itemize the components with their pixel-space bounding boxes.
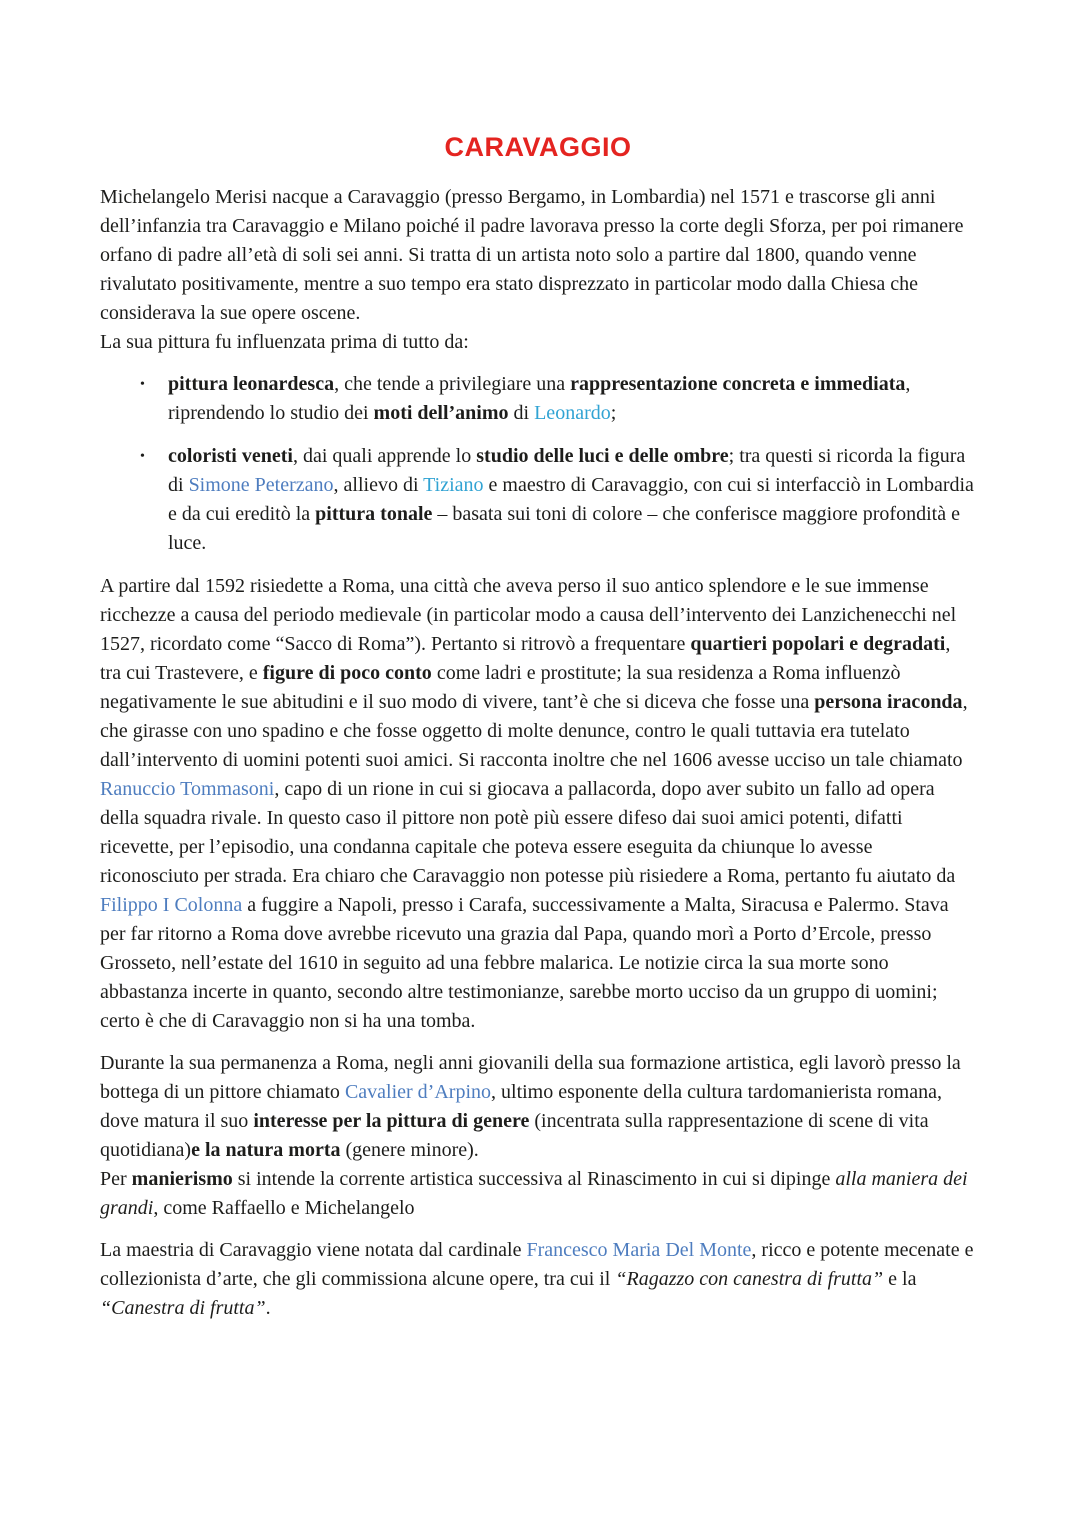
bullet-item-coloristi-veneti xyxy=(140,442,976,558)
text-run: alla maniera dei grandi xyxy=(100,1168,968,1219)
text-run: , che tende a privilegiare una xyxy=(334,373,571,395)
text-run: La maestria di Caravaggio viene notata dal cardinale xyxy=(100,1239,527,1261)
link-text[interactable]: Ranuccio Tommasoni xyxy=(100,778,275,800)
text-run: di xyxy=(508,402,535,424)
link-text[interactable]: Filippo I Colonna xyxy=(100,894,243,916)
text-run: e la natura morta xyxy=(191,1139,341,1161)
link-text[interactable]: Tiziano xyxy=(423,474,484,496)
link-text[interactable]: Francesco Maria Del Monte xyxy=(526,1239,752,1261)
text-run: , ricco e potente mecenate e collezionista d’arte, che gli commissiona alcune opere, tra cui il xyxy=(100,1239,974,1290)
bullet-text-pittura-leonardesca xyxy=(168,370,976,428)
text-run: pittura tonale xyxy=(315,503,433,525)
text-run: ; tra questi si ricorda la figura di xyxy=(168,445,966,496)
text-run: “Ragazzo con canestra di frutta” xyxy=(615,1268,884,1290)
link-text[interactable]: Simone Peterzano xyxy=(188,474,334,496)
text-run: rappresentazione concreta e immediata xyxy=(570,373,906,395)
text-run: coloristi veneti xyxy=(168,445,293,467)
paragraph-roma-biografia xyxy=(100,572,976,1036)
text-run: a fuggire a Napoli, presso i Carafa, successivamente a Malta, Siracusa e Palermo. Stava per far ritorno a Roma dove avrebbe ricevuto una grazia dal Papa, quando morì a Porto d’Ercole, presso Grosseto, nell’estate del 1610 in seguito ad una febbre malarica. Le notizie circa la sua morte sono abbastanza incerte in quanto, secondo altre testimonianze, sarebbe morto ucciso da un gruppo di uomini; certo è che di Caravaggio non si ha una tomba. xyxy=(100,894,949,1032)
text-run: ; xyxy=(610,402,617,424)
text-run: figure di poco conto xyxy=(262,662,432,684)
text-run: , riprendendo lo studio dei xyxy=(168,373,911,424)
paragraph-formazione-artistica xyxy=(100,1049,976,1223)
bullet-item-pittura-leonardesca xyxy=(140,370,976,428)
text-run: A partire dal 1592 risiedette a Roma, una città che aveva perso il suo antico splendore e le sue immense ricchezze a causa del periodo medievale (in particolar modo a causa dell’intervento dei Lanzichenecchi nel 1527, ricordato come “Sacco di Roma”). Pertanto si ritrovò a frequentare xyxy=(100,575,957,655)
text-run: quartieri popolari e degradati xyxy=(690,633,946,655)
text-run: interesse per la pittura di genere xyxy=(253,1110,530,1132)
text-run: Michelangelo Merisi nacque a Caravaggio (presso Bergamo, in Lombardia) nel 1571 e trascorse gli anni dell’infanzia tra Caravaggio e Milano poiché il padre lavorava presso la corte degli Sforza, per poi rimanere orfano di padre all’età di soli sei anni. Si tratta di un artista noto solo a partire dal 1800, quando venne rivalutato positivamente, mentre a suo tempo era stato disprezzato in particolar modo dalla Chiesa che considerava la sue opere oscene. xyxy=(100,186,964,324)
text-run: , capo di un rione in cui si giocava a pallacorda, dopo aver subito un fallo ad opera della squadra rivale. In questo caso il pittore non potè più essere difeso dai suoi amici potenti, difatti ricevette, per l’episodio, una condanna capitale che poteva essere eseguita da chiunque lo avesse riconosciuto per strada. Era chiaro che Caravaggio non potesse più risiedere a Roma, pertanto fu aiutato da xyxy=(100,778,956,887)
link-text[interactable]: Cavalier d’Arpino xyxy=(344,1081,492,1103)
text-run: Durante la sua permanenza a Roma, negli anni giovanili della sua formazione artistica, egli lavorò presso la bottega di un pittore chiamato xyxy=(100,1052,961,1103)
text-run: Per xyxy=(100,1168,132,1190)
text-run: pittura leonardesca xyxy=(168,373,335,395)
paragraph-del-monte xyxy=(100,1236,976,1323)
link-text[interactable]: Leonardo xyxy=(534,402,611,424)
bullet-marker-icon: • xyxy=(140,377,145,392)
text-run: come ladri e prostitute; la sua residenza a Roma influenzò negativamente le sue abitudini e il suo modo di vivere, tant’è che si diceva che fosse una xyxy=(100,662,901,713)
text-run: manierismo xyxy=(131,1168,233,1190)
paragraph-intro xyxy=(100,183,976,357)
page-title: CARAVAGGIO xyxy=(444,132,632,162)
text-run: (genere minore). xyxy=(340,1139,479,1161)
text-run: , come Raffaello e Michelangelo xyxy=(153,1197,415,1219)
text-run: e maestro di Caravaggio, con cui si interfacciò in Lombardia e da cui ereditò la xyxy=(168,474,974,525)
text-run: “Canestra di frutta” xyxy=(100,1297,266,1319)
text-run: persona iraconda xyxy=(814,691,963,713)
text-run: studio delle luci e delle ombre xyxy=(476,445,729,467)
text-run: , ultimo esponente della cultura tardomanierista romana, dove matura il suo xyxy=(100,1081,942,1132)
bullet-text-coloristi-veneti xyxy=(168,442,976,558)
text-run: si intende la corrente artistica successiva al Rinascimento in cui si dipinge xyxy=(232,1168,836,1190)
text-run: . xyxy=(265,1297,271,1319)
text-run: La sua pittura fu influenzata prima di tutto da: xyxy=(100,331,469,353)
text-run: , che girasse con uno spadino e che fosse oggetto di molte denunce, contro le quali tuttavia era tutelato dall’intervento di uomini potenti suoi amici. Si racconta inoltre che nel 1606 avesse ucciso un tale chiamato xyxy=(100,691,968,771)
text-run: e la xyxy=(883,1268,917,1290)
text-run: – basata sui toni di colore – che conferisce maggiore profondità e luce. xyxy=(168,503,960,554)
bullet-marker-icon: • xyxy=(140,449,145,464)
text-run: , tra cui Trastevere, e xyxy=(100,633,951,684)
text-run: moti dell’animo xyxy=(373,402,509,424)
text-run: (incentrata sulla rappresentazione di scene di vita quotidiana) xyxy=(100,1110,929,1161)
text-run: , allievo di xyxy=(333,474,424,496)
text-run: , dai quali apprende lo xyxy=(292,445,477,467)
